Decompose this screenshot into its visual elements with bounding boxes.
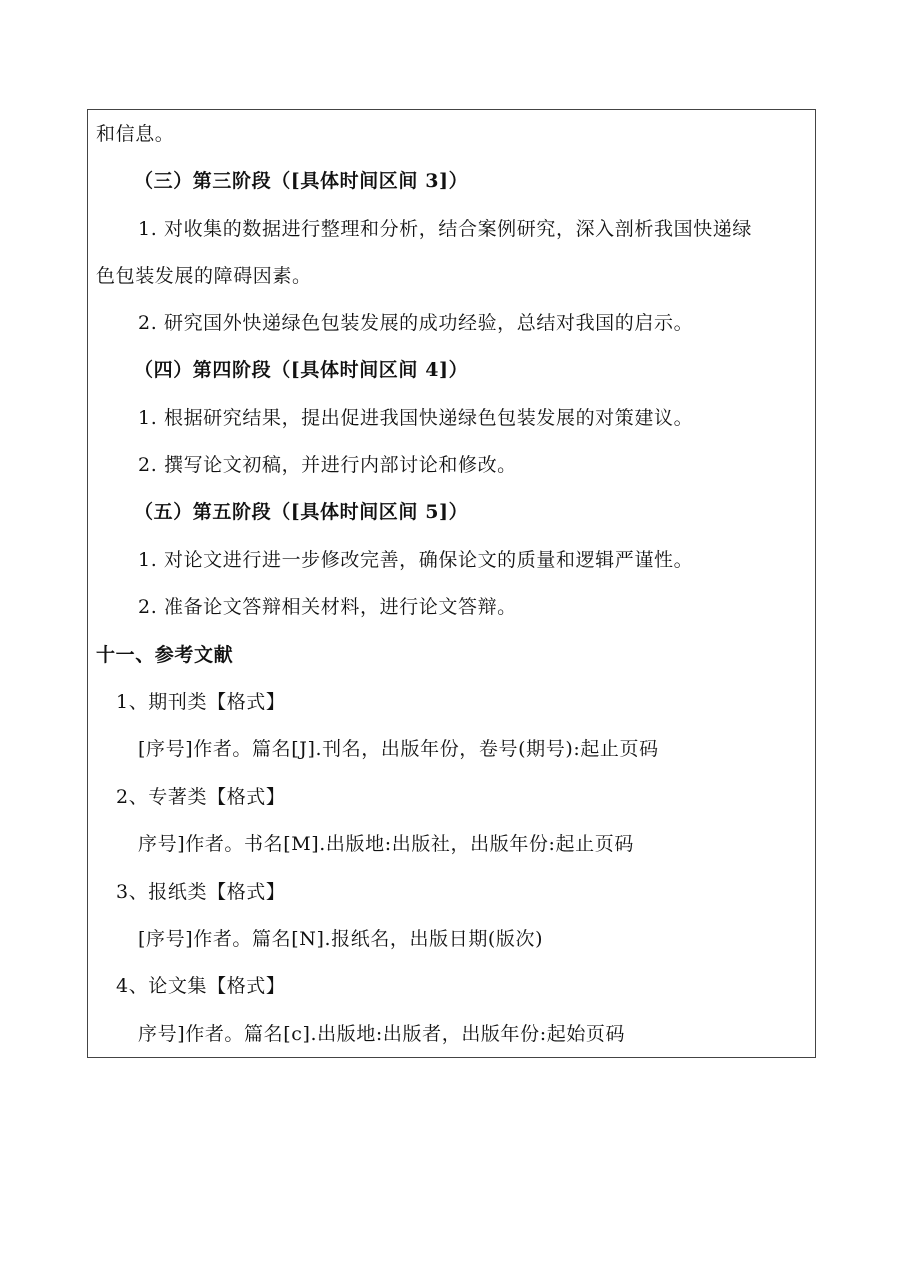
content-table-cell bbox=[87, 109, 816, 1058]
paragraph-continuation: 和信息。 bbox=[96, 123, 175, 145]
reference-type-newspaper: 3、报纸类【格式】 bbox=[116, 881, 286, 903]
stage-3-item-1: 1. 对收集的数据进行整理和分析，结合案例研究，深入剖析我国快递绿 bbox=[138, 218, 752, 240]
stage-5-item-2: 2. 准备论文答辩相关材料，进行论文答辩。 bbox=[138, 596, 517, 618]
reference-type-monograph: 2、专著类【格式】 bbox=[116, 786, 286, 808]
stage-4-item-2: 2. 撰写论文初稿，并进行内部讨论和修改。 bbox=[138, 454, 517, 476]
stage-4-item-1: 1. 根据研究结果，提出促进我国快递绿色包装发展的对策建议。 bbox=[138, 407, 694, 429]
stage-5-heading: （五）第五阶段（[具体时间区间 5]） bbox=[134, 501, 469, 523]
reference-type-journal: 1、期刊类【格式】 bbox=[116, 691, 286, 713]
reference-format-monograph: 序号]作者。书名[M].出版地:出版社，出版年份:起止页码 bbox=[138, 833, 634, 855]
references-heading: 十一、参考文献 bbox=[96, 644, 234, 666]
reference-format-newspaper: [序号]作者。篇名[N].报纸名，出版日期(版次) bbox=[138, 928, 544, 950]
stage-5-item-1: 1. 对论文进行进一步修改完善，确保论文的质量和逻辑严谨性。 bbox=[138, 549, 694, 571]
reference-format-journal: [序号]作者。篇名[J].刊名，出版年份，卷号(期号):起止页码 bbox=[138, 738, 659, 760]
reference-format-proceedings: 序号]作者。篇名[c].出版地:出版者，出版年份:起始页码 bbox=[138, 1023, 626, 1045]
reference-type-proceedings: 4、论文集【格式】 bbox=[116, 975, 286, 997]
stage-3-heading: （三）第三阶段（[具体时间区间 3]） bbox=[134, 170, 469, 192]
stage-3-item-1-continued: 色包装发展的障碍因素。 bbox=[96, 265, 312, 287]
stage-3-item-2: 2. 研究国外快递绿色包装发展的成功经验，总结对我国的启示。 bbox=[138, 312, 694, 334]
stage-4-heading: （四）第四阶段（[具体时间区间 4]） bbox=[134, 359, 469, 381]
